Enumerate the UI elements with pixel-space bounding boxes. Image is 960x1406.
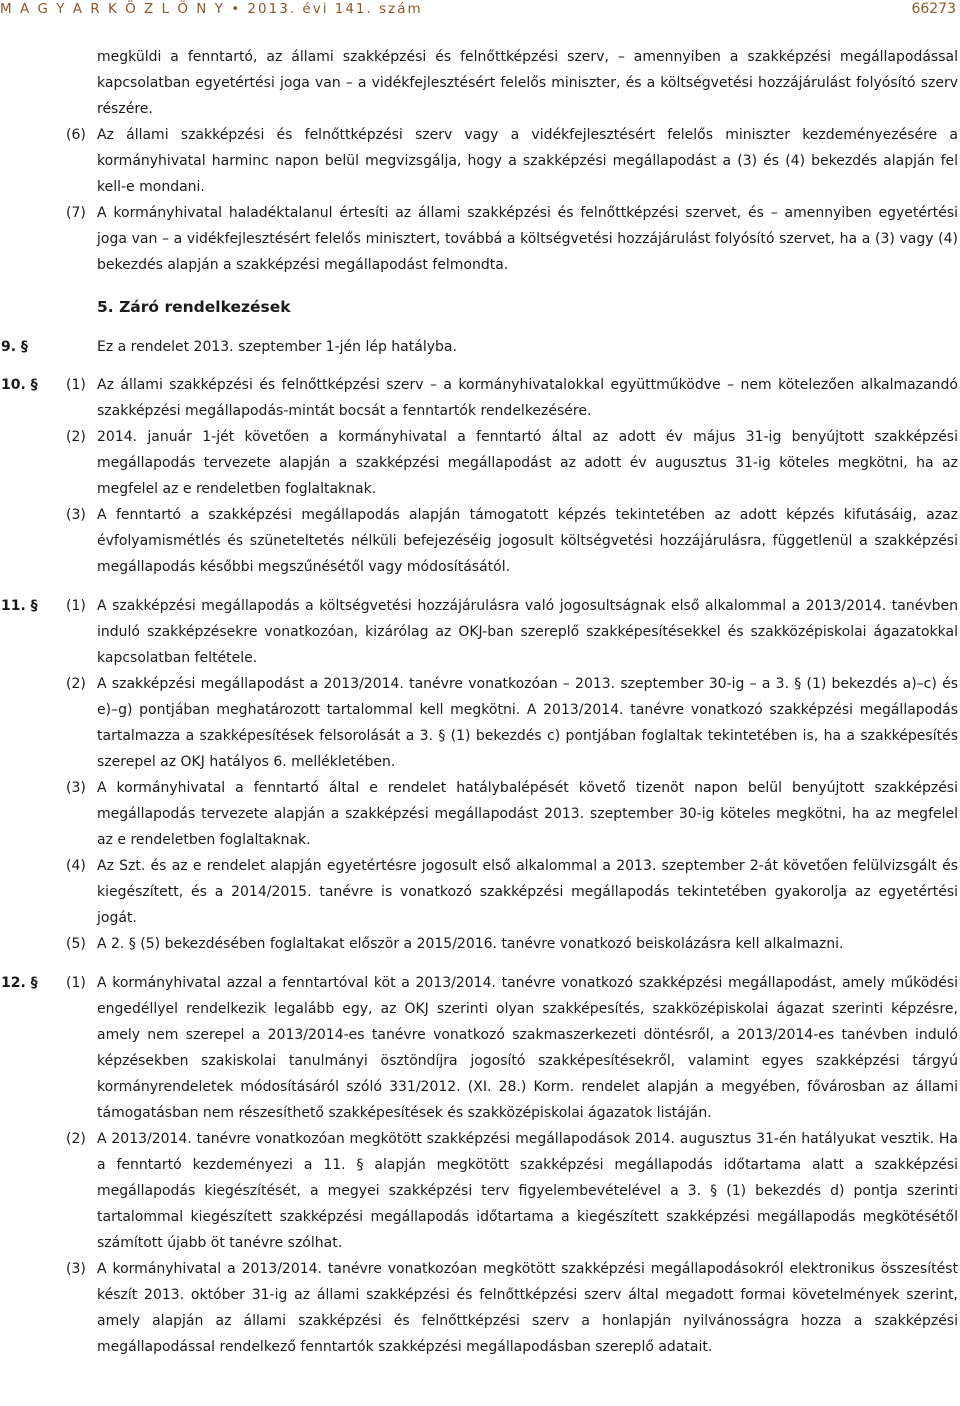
paragraph-number: (6) (66, 127, 86, 143)
paragraph (0, 671, 958, 775)
paragraph-text: A 2. § (5) bekezdésében foglaltakat először a 2015/2016. tanévre vonatkozó beiskolázásra kell alkalmazni. (97, 936, 844, 952)
section-12 (0, 970, 958, 1360)
section-9 (0, 334, 958, 360)
paragraph (0, 931, 958, 957)
paragraph (0, 1256, 958, 1360)
paragraph-number: (5) (66, 936, 86, 952)
paragraph-text: Az állami szakképzési és felnőttképzési szerv – a kormányhivatalokkal együttműködve – nem kötelezően alkalmazandó szakképzési megállapodás-mintát bocsát a fenntartók rendelkezésére. (97, 377, 958, 419)
paragraph-number: (2) (66, 1131, 86, 1147)
paragraph-number: (4) (66, 858, 86, 874)
section-11 (0, 593, 958, 957)
paragraph-number: (7) (66, 205, 86, 221)
paragraph-text: A kormányhivatal azzal a fenntartóval köt a 2013/2014. tanévre vonatkozó szakképzési megállapodást, amely működési engedéllyel rendelkezik legalább egy, az OKJ szerinti olyan szakképesítés, szakközépiskolai ágazat szerinti képzésre, amely nem szerepel a 2013/2014-es tanévre vonatkozó szakmaszerkezeti döntésről, a 2013/2014-es tanévben induló képzésekben szakiskolai tanulmányi ösztöndíjra jogosító szakképesítésekről, valamint egyes szakképzési tárgyú kormányrendeletek módosításáról szóló 331/2012. (XI. 28.) Korm. rendelet alapján a megyében, fővárosban az állami támogatásban nem részesíthető szakképesítések és szakközépiskolai ágazatok listáján. (97, 975, 958, 1121)
paragraph (0, 853, 958, 931)
paragraph-number: (1) (66, 975, 86, 991)
paragraph-number: (3) (66, 780, 86, 796)
section-number: 9. § (1, 339, 28, 355)
paragraph-number: (3) (66, 507, 86, 523)
page-number: 66273 (911, 1, 956, 17)
paragraph-text: 2014. január 1-jét követően a kormányhivatal a fenntartó által az adott év május 31-ig benyújtott szakképzési megállapodás tervezete alapján a szakképzési megállapodást az adott év augusztus 31-ig köteles megkötni, ha az megfelel az e rendeletben foglaltaknak. (97, 429, 958, 497)
paragraph (0, 1126, 958, 1256)
paragraph (0, 970, 958, 1126)
section-number: 11. § (1, 598, 38, 614)
paragraph (0, 424, 958, 502)
section-number: 10. § (1, 377, 38, 393)
chapter-title: 5. Záró rendelkezések (97, 298, 291, 316)
paragraph-text: A kormányhivatal haladéktalanul értesíti az állami szakképzési és felnőttképzési szervet, és – amennyiben egyetértési joga van – a vidékfejlesztésért felelős minisztert, továbbá a költségvetési hozzájárulást folyósító szervet, ha a (3) vagy (4) bekezdés alapján a szakképzési megállapodást felmondta. (97, 205, 958, 273)
paragraph-6 (0, 122, 958, 200)
paragraph-text: Az Szt. és az e rendelet alapján egyetértésre jogosult első alkalommal a 2013. szeptember 2-át követően felülvizsgált és kiegészített, és a 2014/2015. tanévre is vonatkozó szakképzési megállapodás tekintetében gyakorolja az egyetértési jogát. (97, 858, 958, 926)
intro-paragraph: megküldi a fenntartó, az állami szakképzési és felnőttképzési szerv, – amennyiben a szakképzési megállapodással kapcsolatban egyetértési joga van – a vidékfejlesztésért felelős miniszter, és a költségvetési hozzájárulást folyósító szerv részére. (97, 49, 958, 117)
paragraph-text: A 2013/2014. tanévre vonatkozóan megkötött szakképzési megállapodások 2014. augusztus 31-én hatályukat vesztik. Ha a fenntartó kezdeményezi a 11. § alapján megkötött szakképzési megállapodás időtartama alatt a szakképzési megállapodás kiegészítését, a megyei szakképzési terv figyelembevételével a 3. § (1) bekezdés d) pontja szerinti tartalommal kiegészített szakképzési megállapodás időtartama a kiegészített szakképzési megállapodás megkötésétől számított újabb öt tanévre szólhat. (97, 1131, 958, 1251)
paragraph-text: A szakképzési megállapodás a költségvetési hozzájárulásra való jogosultságnak első alkalommal a 2013/2014. tanévben induló szakképzésekre vonatkozóan, kizárólag az OKJ-ban szereplő szakképesítésekkel és szakközépiskolai ágazatokkal kapcsolatban feltétele. (97, 598, 958, 666)
paragraph (0, 593, 958, 671)
paragraph-number: (2) (66, 676, 86, 692)
paragraph-number: (1) (66, 598, 86, 614)
section-number: 12. § (1, 975, 38, 991)
paragraph-number: (3) (66, 1261, 86, 1277)
section-text: Ez a rendelet 2013. szeptember 1-jén lép hatályba. (97, 339, 457, 355)
paragraph-text: Az állami szakképzési és felnőttképzési szerv vagy a vidékfejlesztésért felelős miniszter kezdeményezésére a kormányhivatal harminc napon belül megvizsgálja, hogy a szakképzési megállapodást a (3) és (4) bekezdés alapján fel kell-e mondani. (97, 127, 958, 195)
paragraph-text: A szakképzési megállapodást a 2013/2014. tanévre vonatkozóan – 2013. szeptember 30-ig – a 3. § (1) bekezdés a)–c) és e)–g) pontjában meghatározott tartalommal kell megkötni. A 2013/2014. tanévre vonatkozó szakképzési megállapodás tartalmazza a szakképesítések felsorolását a 3. § (1) bekezdés c) pontjában foglaltak tekintetében is, ha a szakképesítés szerepel az OKJ hatályos 6. mellékletében. (97, 676, 958, 770)
paragraph-number: (1) (66, 377, 86, 393)
section-10 (0, 372, 958, 580)
paragraph (0, 372, 958, 424)
paragraph-number: (2) (66, 429, 86, 445)
paragraph-text: A kormányhivatal a 2013/2014. tanévre vonatkozóan megkötött szakképzési megállapodásokról elektronikus összesítést készít 2013. október 31-ig az állami szakképzési és felnőttképzési szerv által megadott formai követelmények szerint, amely alapján az állami szakképzési és felnőttképzési szerv a honlapján nyilvánosságra hozza a szakképzési megállapodással rendelkező fenntartók szakképzési megállapodásban szereplő adatait. (97, 1261, 958, 1355)
paragraph-text: A kormányhivatal a fenntartó által e rendelet hatálybalépését követő tizenöt napon belül benyújtott szakképzési megállapodás tervezete alapján a szakképzési megállapodást 2013. szeptember 30-ig köteles megkötni, ha az megfelel az e rendeletben foglaltaknak. (97, 780, 958, 848)
paragraph-text: A fenntartó a szakképzési megállapodás alapján támogatott képzés tekintetében az adott képzés kifutásáig, azaz évfolyamismétlés és szüneteltetés nélküli befejezéséig jogosult költségvetési hozzájárulásra, függetlenül a szakképzési megállapodás későbbi megszűnésétől vagy módosításától. (97, 507, 958, 575)
journal-title: M A G Y A R K Ö Z L Ö N Y • 2013. évi 141. szám (0, 1, 423, 17)
paragraph-7 (0, 200, 958, 278)
paragraph (0, 775, 958, 853)
paragraph (0, 502, 958, 580)
document-body (0, 44, 958, 1360)
page-header (0, 0, 960, 20)
